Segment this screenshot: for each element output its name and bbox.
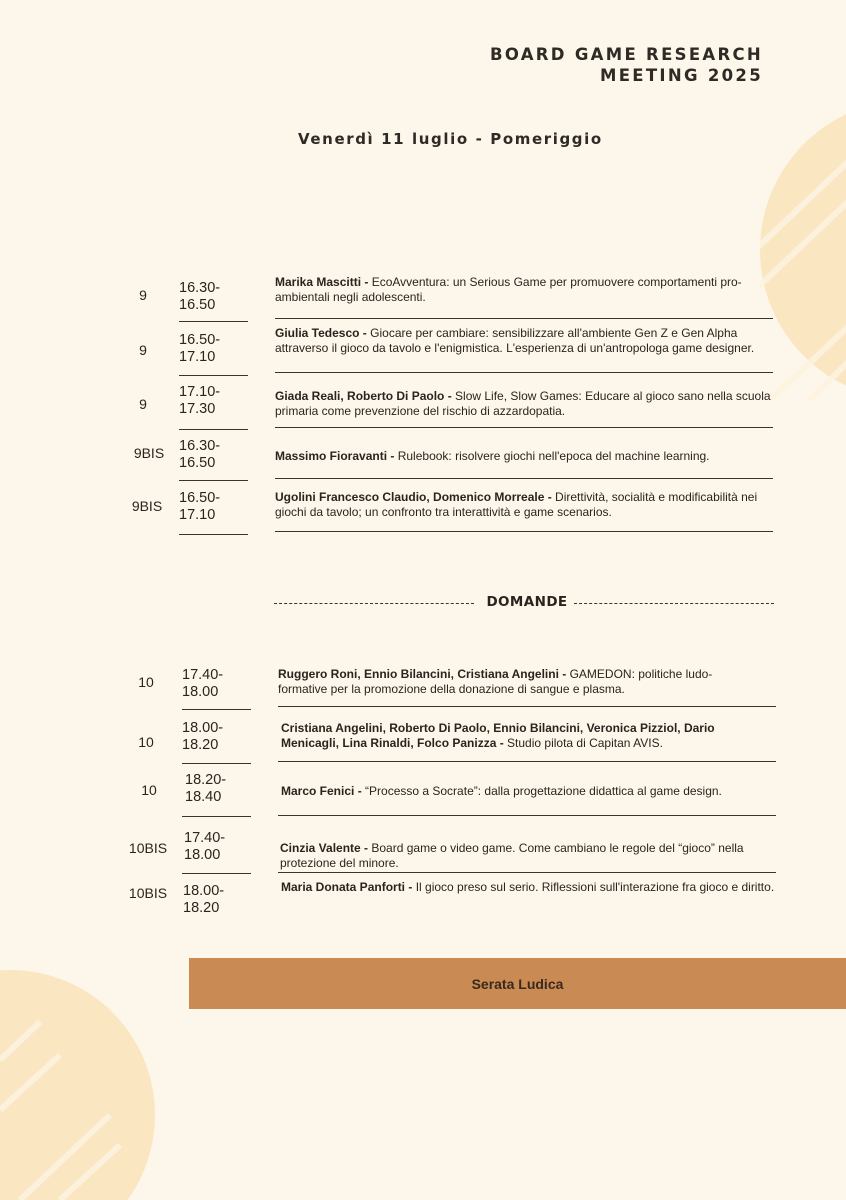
talk-description [275,326,765,356]
time-slot: 16.50- 17.10 [179,332,221,365]
time-slot: 18.00- 18.20 [182,720,224,753]
divider [275,372,773,373]
divider [179,534,248,535]
talk-authors: Ugolini Francesco Claudio, Domenico Morreale - [275,490,552,504]
room-number: 10 [138,674,154,690]
room-number: 9 [139,396,147,412]
room-number: 10 [138,734,154,750]
talk-description [281,880,779,895]
talk-authors: Marika Mascitti - [275,275,369,289]
decorative-circle-bottom-left [0,960,160,1200]
talk-title: Direttività, socialità e modificabilità nei giochi da tavolo; un confronto tra interattività e game scenarios. [275,490,758,519]
time-slot: 17.40- 18.00 [184,830,226,863]
room-number: 9BIS [131,498,163,514]
decorative-circle-top-right [760,100,846,400]
room-number: 10BIS [128,840,168,856]
talk-description [281,721,751,751]
time-slot: 17.40- 18.00 [182,667,224,700]
talk-description [280,841,778,871]
divider [275,478,773,479]
divider [182,816,251,817]
talk-title: Board game o video game. Come cambiano le regole del “gioco” nella protezione del minore. [280,841,744,870]
event-title [490,44,763,86]
room-number: 9BIS [133,445,165,461]
room-number: 9 [139,287,147,303]
talk-authors: Giulia Tedesco - [275,326,367,340]
day-title: Venerdì 11 luglio - Pomeriggio [298,130,603,148]
divider [278,761,776,762]
talk-description [281,784,779,799]
divider [179,480,248,481]
talk-authors: Cristiana Angelini, Roberto Di Paolo, Ennio Bilancini, Veronica Pizziol, Dario Menicagli, Lina Rinaldi, Folco Panizza - [281,721,715,750]
room-number: 10BIS [128,885,168,901]
talk-description [275,275,790,305]
room-number: 9 [139,342,147,358]
questions-separator [274,594,774,614]
talk-title: Giocare per cambiare: sensibilizzare all'ambiente Gen Z e Gen Alpha attraverso il gioco da tavolo e l'enigmistica. L'esperienza di un'antropologa game designer. [275,326,755,355]
divider [275,318,773,319]
divider [179,429,248,430]
talk-description [278,667,748,697]
talk-title: Slow Life, Slow Games: Educare al gioco sano nella scuola primaria come prevenzione del rischio di azzardopatia. [275,389,771,418]
talk-title: Rulebook: risolvere giochi nell'epoca del machine learning. [394,449,710,463]
talk-description [275,389,773,419]
talk-title: Il gioco preso sul serio. Riflessioni sull'interazione fra gioco e diritto. [412,880,775,894]
divider [278,872,776,873]
event-title-line2: MEETING 2025 [600,66,763,85]
talk-authors: Marco Fenici - [281,784,362,798]
time-slot: 18.20- 18.40 [185,772,227,805]
talk-authors: Giada Reali, Roberto Di Paolo - [275,389,452,403]
talk-title: Studio pilota di Capitan AVIS. [503,736,663,750]
talk-description [275,490,773,520]
event-title-line1: BOARD GAME RESEARCH [489,45,763,64]
time-slot: 16.30- 16.50 [179,280,221,313]
talk-title: “Processo a Socrate”: dalla progettazione didattica al game design. [361,784,722,798]
talk-title: GAMEDON: politiche ludo-formative per la promozione della donazione di sangue e plasma. [278,667,713,696]
evening-event-banner [189,958,846,1009]
questions-label: DOMANDE [486,594,568,610]
divider [278,706,776,707]
talk-authors: Maria Donata Panforti - [281,880,413,894]
talk-description [275,449,773,464]
divider [179,321,248,322]
divider [275,531,773,532]
divider [182,763,251,764]
room-number: 10 [141,782,157,798]
divider [275,427,773,428]
time-slot: 18.00- 18.20 [183,883,225,916]
divider [182,873,251,874]
divider [278,815,776,816]
talk-authors: Cinzia Valente - [280,841,369,855]
separator-dash-left [274,603,474,604]
evening-event-label: Serata Ludica [471,975,564,992]
time-slot: 16.30- 16.50 [179,438,221,471]
talk-title: EcoAvventura: un Serious Game per promuovere comportamenti pro-ambientali negli adolescenti. [275,275,742,304]
divider [182,709,251,710]
time-slot: 17.10- 17.30 [179,384,221,417]
divider [179,375,248,376]
talk-authors: Massimo Fioravanti - [275,449,395,463]
time-slot: 16.50- 17.10 [179,490,221,523]
separator-dash-right [574,603,774,604]
talk-authors: Ruggero Roni, Ennio Bilancini, Cristiana Angelini - [278,667,567,681]
